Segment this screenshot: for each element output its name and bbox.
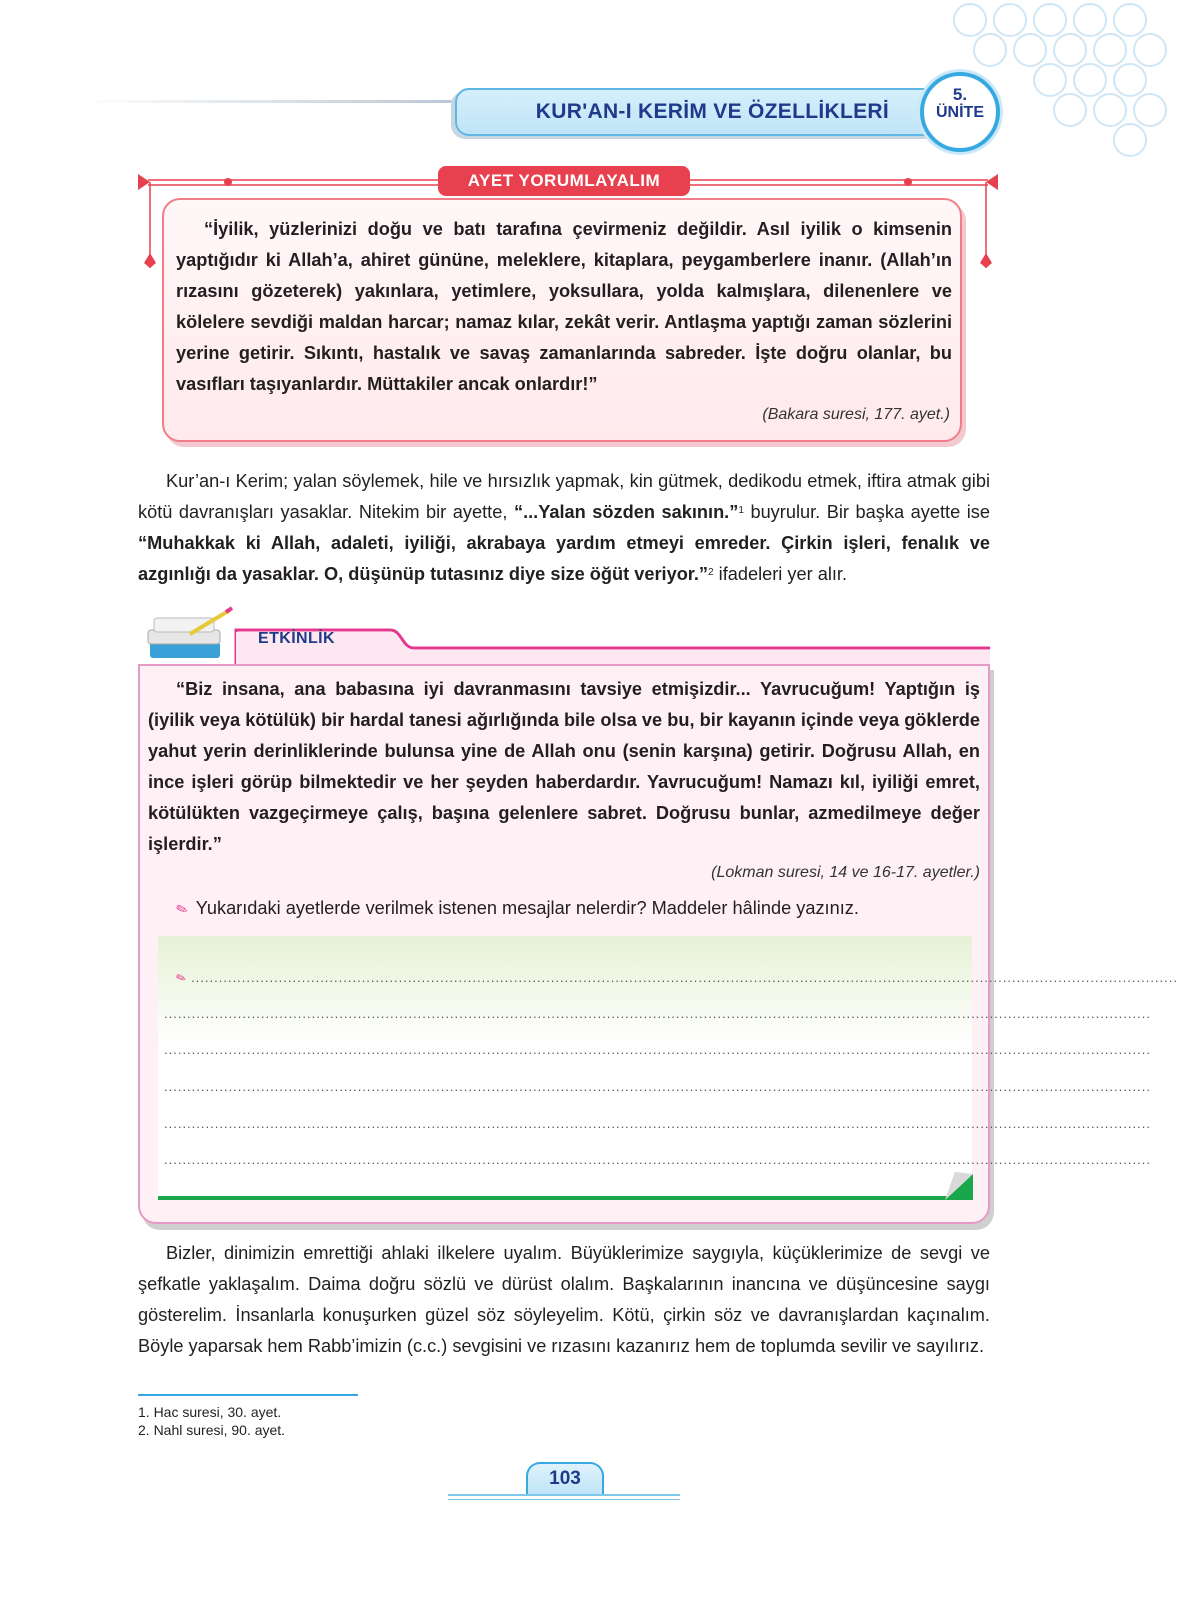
unit-number: 5. — [952, 85, 968, 104]
answer-line-2[interactable]: ...................................................................................................................................................................................................................... — [164, 1006, 1151, 1021]
etkinlik-question — [173, 894, 976, 923]
paragraph-1-text-a: Kur’an-ı Kerim; yalan söylemek, hile ve hırsızlık yapmak, kin gütmek, dedikodu etmek, iftira atmak gibi kötü davranışları yasaklar. Nitekim bir ayette, — [138, 471, 990, 522]
header-rule — [80, 100, 460, 103]
answer-line-4[interactable]: ...................................................................................................................................................................................................................... — [164, 1079, 1151, 1094]
paragraph-1 — [138, 466, 990, 590]
answer-line-1[interactable] — [173, 969, 1178, 992]
ayet-source: (Bakara suresi, 177. ayet.) — [762, 406, 950, 423]
footnote-ref-1: 1 — [738, 505, 744, 516]
quote-2: “Muhakkak ki Allah, adaleti, iyiliği, akrabaya yardım etmeyi emreder. Çirkin işleri, fenalık ve azgınlığı da yasaklar. O, düşünüp tutasınız diye size öğüt veriyor.” — [138, 533, 990, 584]
unit-badge — [920, 72, 1000, 152]
quote-1: “...Yalan sözden sakının.” — [513, 502, 739, 522]
page-number: 103 — [526, 1462, 604, 1494]
footnote-2: 2. Nahl suresi, 90. ayet. — [138, 1422, 286, 1438]
ayet-section-tab: AYET YORUMLAYALIM — [438, 166, 690, 196]
paragraph-2: Bizler, dinimizin emrettiği ahlaki ilkelere uyalım. Büyüklerimize saygıyla, küçüklerimize de sevgi ve şefkatle yaklaşalım. Daima doğru sözlü ve dürüst olalım. Başkalarının inancına ve düşüncesine saygı gösterelim. İnsanlarla konuşurken güzel söz söyleyelim. Kötü, çirkin söz ve davranışlardan kaçınalım. Böyle yaparsak hem Rabb’imizin (c.c.) sevgisini ve rızasını kazanırız hem de toplumda sevilir ve sayılırız. — [138, 1243, 990, 1356]
books-pencil-icon — [140, 604, 240, 668]
header-banner — [455, 88, 969, 136]
paragraph-1-text-b: buyrulur. Bir başka ayette ise — [743, 502, 990, 522]
ayet-quote: “İyilik, yüzlerinizi doğu ve batı tarafına çevirmeniz değildir. Asıl iyilik o kimsenin yaptığıdır ki Allah’a, ahiret gününe, meleklere, kitaplara, peygamberlere inanır. (Allah’ın rızasını gözeterek) yakınlara, yetimlere, yoksullara, yolda kalmışlara, dilenenlere ve kölelere sevdiği maldan harcar; namaz kılar, zekât verir. Antlaşma yaptığı zaman sözlerini yerine getirir. Sıkıntı, hastalık ve savaş zamanlarında sabreder. İşte doğru olanlar, bu vasıfları taşıyanlardır. Müttakiler ancak onlardır!” — [176, 219, 952, 394]
etkinlik-question-text: Yukarıdaki ayetlerde verilmek istenen mesajlar nelerdir? Maddeler hâlinde yazınız. — [195, 898, 859, 918]
pencil-icon: ✎ — [173, 969, 190, 987]
answer-line-3[interactable]: ...................................................................................................................................................................................................................... — [164, 1042, 1151, 1057]
pencil-icon: ✎ — [173, 899, 191, 919]
answer-line-6[interactable]: ...................................................................................................................................................................................................................... — [164, 1152, 1151, 1167]
footnote-rule — [138, 1394, 358, 1396]
page-number-rule-thin — [448, 1499, 680, 1500]
page-title: KUR'AN-I KERİM VE ÖZELLİKLERİ — [535, 100, 889, 123]
etkinlik-source: (Lokman suresi, 14 ve 16-17. ayetler.) — [711, 864, 980, 881]
footnote-1: 1. Hac suresi, 30. ayet. — [138, 1404, 282, 1420]
etkinlik-label: ETKİNLİK — [258, 630, 335, 647]
answer-line-dots: ...................................................................................................................................................................................................................... — [191, 970, 1178, 985]
paragraph-1-text-c: ifadeleri yer alır. — [713, 564, 848, 584]
page-number-rule — [448, 1494, 680, 1496]
page-curl-corner — [945, 1170, 975, 1202]
answer-area-bottom-rule — [158, 1196, 950, 1200]
etkinlik-quote: “Biz insana, ana babasına iyi davranmasını tavsiye etmişizdir... Yavrucuğum! Yaptığın iş (iyilik veya kötülük) bir hardal tanesi ağırlığında bile olsa ve bu, bir kayanın içinde veya göklerde yahut yerin derinliklerinde bulunsa yine de Allah onu (senin karşına) getirir. Doğrusu Allah, en ince işleri görüp bilmektedir ve her şeyden haberdardır. Yavrucuğum! Namazı kıl, iyiliği emret, kötülükten vazgeçirmeye çalış, başına gelenlere sabret. Doğrusu bunlar, azmedilmeye değer işlerdir.” — [148, 679, 980, 854]
footnote-ref-2: 2 — [708, 567, 714, 578]
answer-line-5[interactable]: ...................................................................................................................................................................................................................... — [164, 1116, 1151, 1131]
unit-label: ÜNİTE — [936, 104, 984, 121]
